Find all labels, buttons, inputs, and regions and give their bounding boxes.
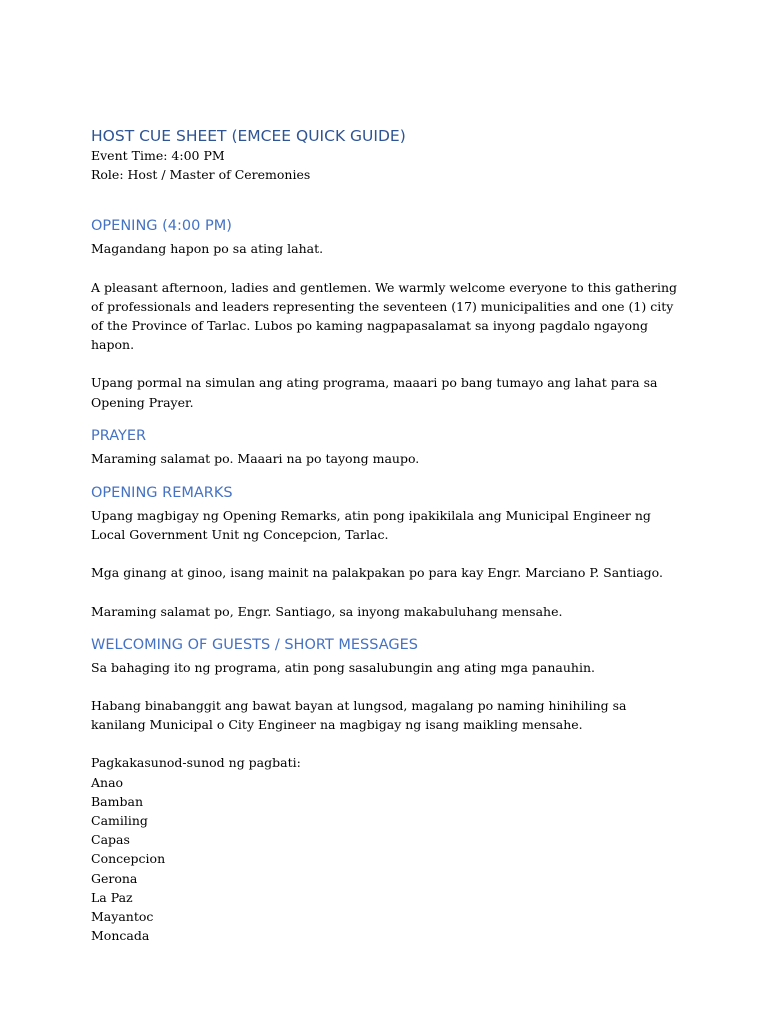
list-item: Moncada (91, 928, 150, 944)
opening-heading: OPENING (4:00 PM) (91, 218, 232, 235)
document-title: HOST CUE SHEET (EMCEE QUICK GUIDE) (91, 127, 406, 145)
list-item: Anao (91, 774, 124, 790)
prayer-paragraph: Maraming salamat po. Maaari na po tayong maupo. (91, 450, 420, 466)
town-list (91, 773, 681, 946)
list-item: Capas (91, 832, 130, 848)
welcoming-paragraph: Sa bahaging ito ng programa, atin pong sasalubungin ang ating mga panauhin. (91, 659, 595, 675)
opening-paragraph: Upang pormal na simulan ang ating programa, maaari po bang tumayo ang lahat para sa Opening Prayer. (91, 375, 658, 410)
opening-paragraph: A pleasant afternoon, ladies and gentlemen. We warmly welcome everyone to this gathering of professionals and leaders representing the seventeen (17) municipalities and one (1) city of the Province of Tarlac. Lubos po kaming nagpapasalamat sa inyong pagdalo ngayong hapon. (91, 279, 677, 353)
list-item: Camiling (91, 813, 148, 829)
document-page (91, 126, 681, 945)
list-item: Concepcion (91, 851, 166, 867)
prayer-heading: PRAYER (91, 427, 147, 444)
list-item: Gerona (91, 870, 138, 886)
event-time: Event Time: 4:00 PM (91, 148, 225, 163)
welcoming-heading: WELCOMING OF GUESTS / SHORT MESSAGES (91, 636, 418, 653)
welcoming-paragraph: Habang binabanggit ang bawat bayan at lungsod, magalang po naming hinihiling sa kanilang Municipal o City Engineer na magbigay ng isang maikling mensahe. (91, 698, 627, 733)
opening-paragraph: Magandang hapon po sa ating lahat. (91, 241, 324, 257)
greeting-order-label: Pagkakasunod-sunod ng pagbati: (91, 755, 301, 771)
opening-remarks-heading: OPENING REMARKS (91, 485, 233, 502)
opening-remarks-paragraph: Maraming salamat po, Engr. Santiago, sa inyong makabuluhang mensahe. (91, 603, 563, 619)
list-item: Bamban (91, 793, 143, 809)
host-role: Role: Host / Master of Ceremonies (91, 167, 311, 183)
opening-remarks-paragraph: Mga ginang at ginoo, isang mainit na palakpakan po para kay Engr. Marciano P. Santiago. (91, 565, 663, 581)
list-item: Mayantoc (91, 909, 154, 925)
opening-remarks-paragraph: Upang magbigay ng Opening Remarks, atin pong ipakikilala ang Municipal Engineer ng Local Government Unit ng Concepcion, Tarlac. (91, 508, 651, 543)
list-item: La Paz (91, 889, 133, 905)
